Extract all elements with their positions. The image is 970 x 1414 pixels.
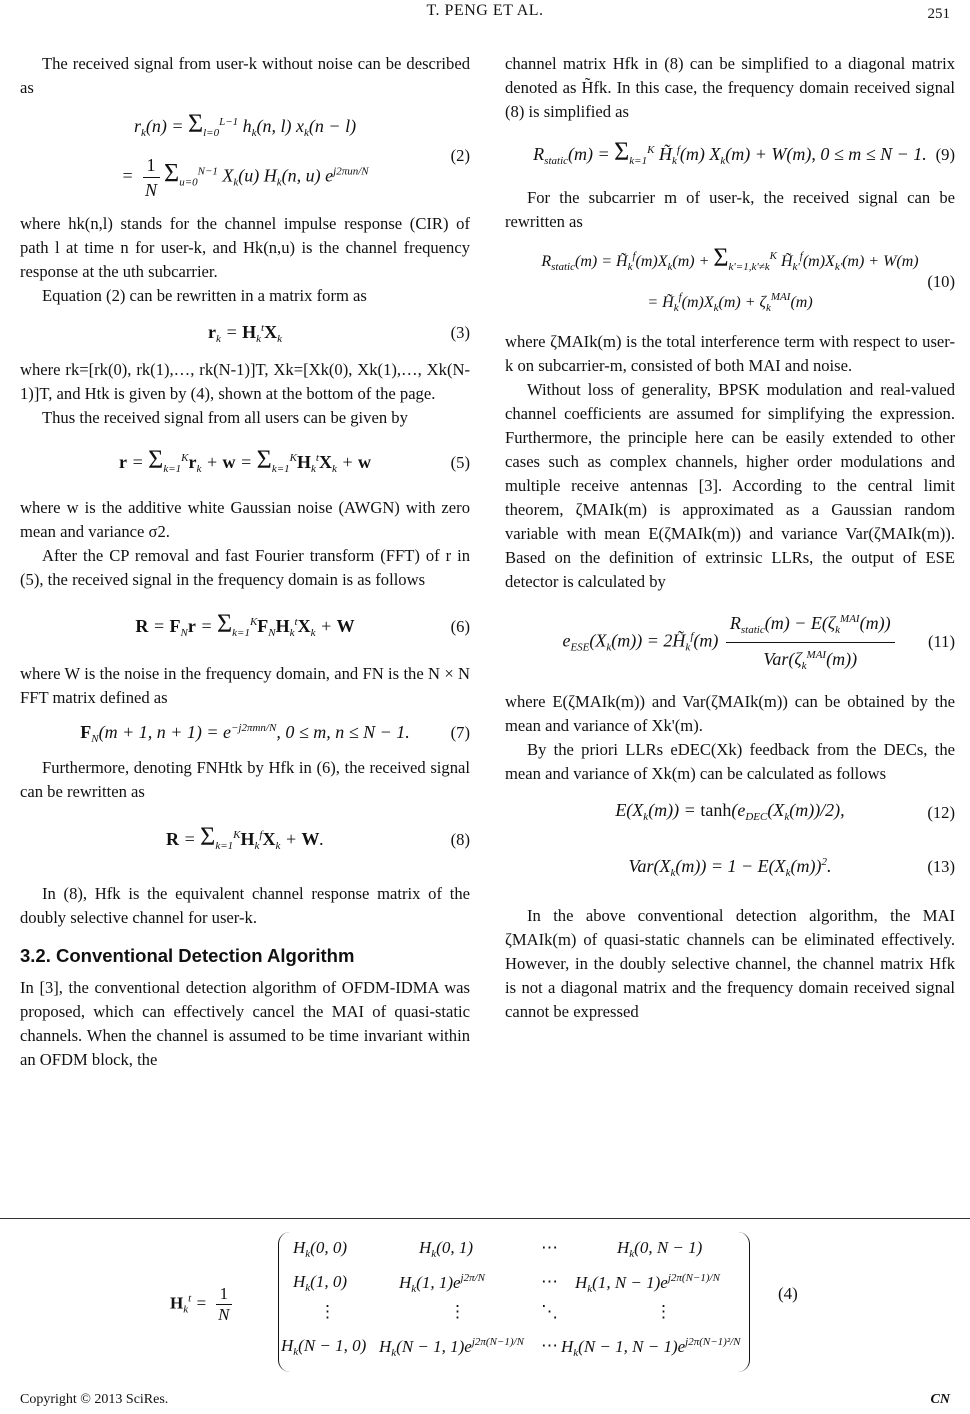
paragraph: In (8), Hfk is the equivalent channel response matrix of the doubly selective channel for user-k. <box>20 884 470 927</box>
paragraph: In [3], the conventional detection algorithm of OFDM-IDMA was proposed, which can effectively cancel the MAI of quasi-static channels. When the channel is assumed to be time invariant within an OFDM block, the <box>20 978 470 1069</box>
page-footer <box>20 1392 950 1408</box>
paragraph: For the subcarrier m of user-k, the received signal can be rewritten as <box>505 188 955 231</box>
equation-8: $R = \Sigma_{k=1}^KH_k^fX_k + W$. (8) <box>166 821 470 852</box>
running-title: T. PENG ET AL. <box>426 2 544 19</box>
equation-13: $Var(X_k(m)) = 1 - E(X_k(m))^2$. (13) <box>628 855 955 879</box>
equation-9: $R_{static}(m) = \Sigma_{k=1}^K$ $H̃_k^f(m) X_k(m) + W(m)$, 0 ≤ m ≤ N − 1. (9) <box>533 136 955 167</box>
equation-number: (6) <box>450 617 470 636</box>
left-column <box>20 52 470 1072</box>
equation-number: (5) <box>450 453 470 472</box>
equation-number: (7) <box>450 723 470 742</box>
paragraph: Furthermore, denoting FNHtk by Hfk in (6), the received signal can be rewritten as <box>20 758 470 801</box>
paragraph: where hk(n,l) stands for the channel impulse response (CIR) of path l at time n for user-k, and Hk(n,u) is the channel frequency response at the uth subcarrier. <box>20 214 470 281</box>
equation-number: (10) <box>927 272 955 291</box>
paragraph: In the above conventional detection algorithm, the MAI ζMAIk(m) of quasi-static channels can be eliminated effectively. However, in the doubly selective channel, the channel matrix Hfk is not a diagonal matrix and the frequency domain received signal cannot be expressed <box>505 906 955 1021</box>
paragraph: Thus the received signal from all users can be given by <box>42 408 408 427</box>
equation-4: $H_k^t$ = $\frac{1}{N}$ $H_k(0$, 0) $H_k(0$, 1) ⋯ $H_k(0$, N − 1) $H_k(1$, 0) $H_k(1$, $1)e^{j2\pi/N}$ ⋯ $H_k(1$, $N - 1)e^{j2\pi(N-1)/N}$ ⋮ ⋮ ⋱ ⋮ $H_k(N - 1$, 0) $H_k(N - 1$, $1)e^{j2\pi(N-1)/N}$ ⋯ $H_k(N - 1$, $N - 1)e^{j2\pi(N-1)^2/N}$ (4) <box>170 1228 810 1378</box>
paragraph: After the CP removal and fast Fourier transform (FFT) of r in (5), the received signal in the frequency domain is as follows <box>20 546 470 589</box>
equation-2: $r_k(n) = \Sigma_{l=0}^{L-1}$ $h_k(n$, l) $x_k(n - l)$ = $\frac{1}{N}$ $\Sigma_{u=0}^{N-1}$ $X_k(u)$ $H_k(n$, u) $e^{j2\pi un/N}$ (2) <box>121 109 470 200</box>
paragraph: where w is the additive white Gaussian noise (AWGN) with zero mean and variance σ2. <box>20 498 470 541</box>
channel-matrix: $H_k(0$, 0) $H_k(0$, 1) ⋯ $H_k(0$, N − 1) $H_k(1$, 0) $H_k(1$, $1)e^{j2\pi/N}$ ⋯ $H_k(1$, $N - 1)e^{j2\pi(N-1)/N}$ ⋮ ⋮ ⋱ ⋮ $H_k(N - 1$, 0) $H_k(N - 1$, $1)e^{j2\pi(N-1)/N}$ ⋯ $H_k(N - 1$, $N - 1)e^{j2\pi(N-1)^2/N}$ <box>278 1232 750 1372</box>
equation-number: (12) <box>927 803 955 822</box>
paragraph: where rk=[rk(0), rk(1),…, rk(N-1)]T, Xk=[Xk(0), Xk(1),…, Xk(N-1)]T, and Htk is given by (4), shown at the bottom of the page. <box>20 360 470 403</box>
journal-abbrev: CN <box>930 1392 950 1407</box>
equation-11: $e_{ESE}(X_k(m))$ = $2H̃_k^f(m)$ $\frac{R_{static}(m) - E(\zeta_k^{MAI}(m))}{Var(\zeta_k^{MAI}(m))}$ (11) <box>505 594 955 690</box>
paragraph: channel matrix Hfk in (8) can be simplified to a diagonal matrix denoted as H̃fk. In this case, the frequency domain received signal (8) is simplified as <box>505 54 955 121</box>
section-title: 3.2. Conventional Detection Algorithm <box>20 945 355 966</box>
right-column <box>505 52 955 1024</box>
paragraph: Without loss of generality, BPSK modulation and real-valued channel coefficients are assumed for simplifying the expression. Furthermore, the principle here can be easily extended to other cases such as complex channels, higher order modulations and multiple receive antennas [3]. According to the central limit theorem, ζMAIk(m) is approximated as a Gaussian random variable with mean E(ζMAIk(m)) and variance Var(ζMAIk(m)). Based on the definition of extrinsic LLRs, the output of ESE detector is calculated by <box>505 380 955 591</box>
page-header <box>0 0 970 34</box>
bottom-rule <box>0 1218 970 1219</box>
paragraph: where E(ζMAIk(m)) and Var(ζMAIk(m)) can be obtained by the mean and variance of Xk'(m). <box>505 692 955 735</box>
paragraph: By the priori LLRs eDEC(Xk) feedback from the DECs, the mean and variance of Xk(m) can be calculated as follows <box>505 740 955 783</box>
equation-number: (8) <box>450 830 470 849</box>
paragraph: where W is the noise in the frequency domain, and FN is the N × N FFT matrix defined as <box>20 664 470 707</box>
paragraph: Equation (2) can be rewritten in a matrix form as <box>42 286 367 305</box>
equation-number: (3) <box>450 323 470 342</box>
equation-10: $R_{static}(m)$ = $H̃_k^f(m)X_k(m) + \Sigma_{k'=1,k'\ne k}^K$ $H̃_{k'}^f(m)X_{k'}(m) + W(m)$ = $H̃_k^f(m)X_k(m) + \zeta_k^{MAI}(m)$ (10) <box>541 243 955 314</box>
equation-3: $r_k = H_k^tX_k$ (3) <box>208 321 470 345</box>
paragraph: The received signal from user-k without noise can be described as <box>20 54 470 97</box>
equation-5: $r = \Sigma_{k=1}^Kr_k + w = \Sigma_{k=1}^KH_k^tX_k + w$ (5) <box>119 444 470 475</box>
page-number: 251 <box>927 6 950 22</box>
equation-7: $F_N(m + 1$, $n + 1) = e^{-j2\pi mn/N}$, 0 ≤ m, n ≤ N − 1. (7) <box>80 721 470 745</box>
equation-12: $E(X_k(m)) = \tanh(e_{DEC}(X_k(m))/2)$, (12) <box>505 786 955 840</box>
equation-number: (2) <box>450 146 470 165</box>
paragraph: where ζMAIk(m) is the total interference term with respect to user-k on subcarrier-m, consisted of both MAI and noise. <box>505 332 955 375</box>
equation-number: (4) <box>778 1284 798 1303</box>
equation-number: (13) <box>927 857 955 876</box>
equation-number: (9) <box>935 145 955 164</box>
equation-number: (11) <box>927 632 955 651</box>
equation-6: $R = F_Nr = \Sigma_{k=1}^KF_NH_k^tX_k + W$ (6) <box>135 608 470 639</box>
copyright-text: Copyright © 2013 SciRes. <box>20 1392 169 1407</box>
